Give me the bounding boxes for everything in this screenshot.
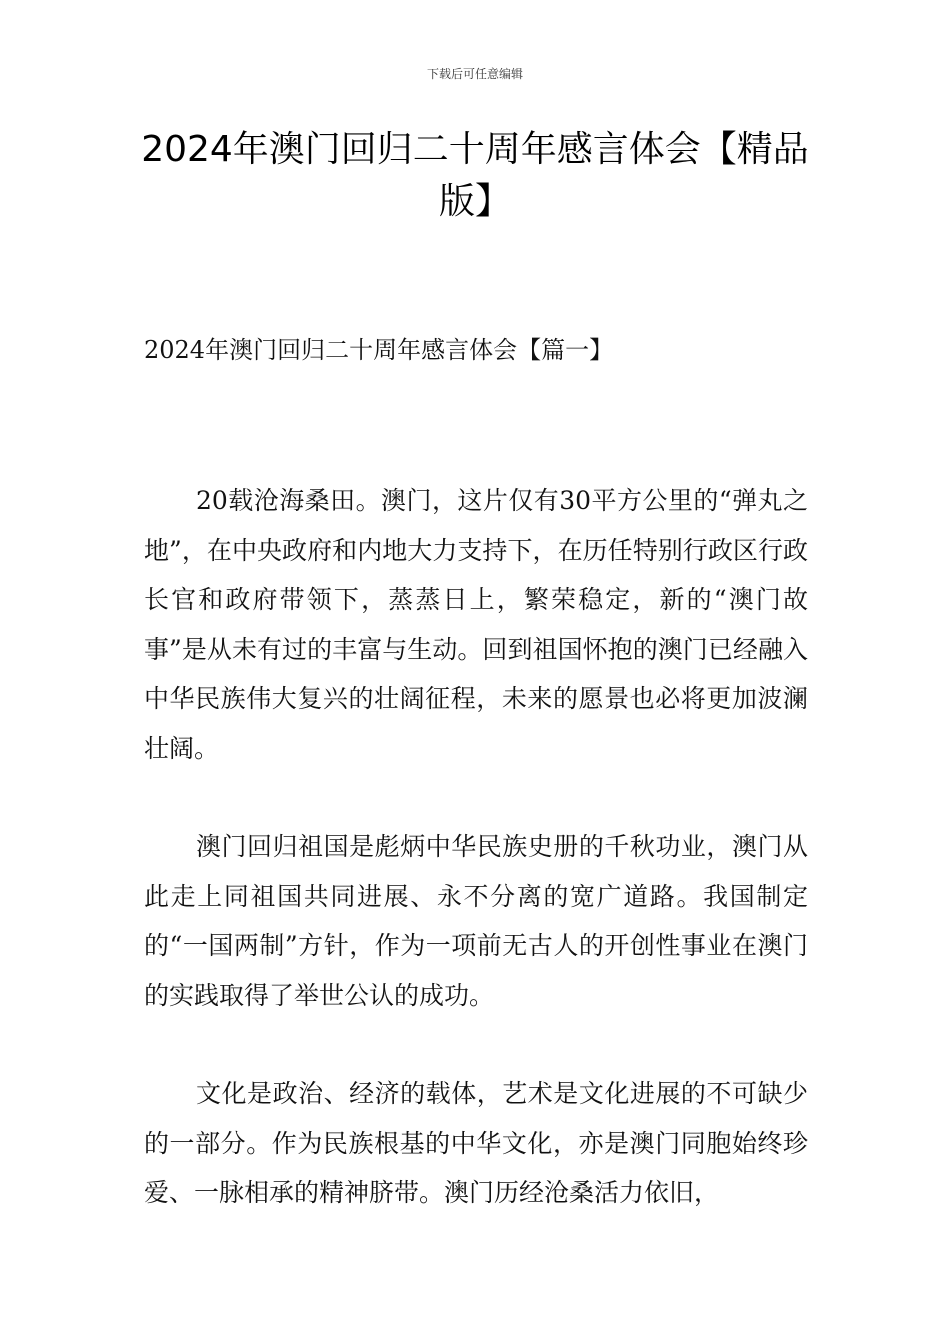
section-heading: 2024年澳门回归二十周年感言体会【篇一】 [144,336,614,364]
paragraph-1: 20载沧海桑田。澳门，这片仅有30平方公里的“弹丸之地”，在中央政府和内地大力支持下，在历任特别行政区行政长官和政府带领下，蒸蒸日上，繁荣稳定，新的“澳门故事”是从未有过的丰富与生动。回到祖国怀抱的澳门已经融入中华民族伟大复兴的壮阔征程，未来的愿景也必将更加波澜壮阔。 [144,486,808,763]
paragraph-3: 文化是政治、经济的载体，艺术是文化进展的不可缺少的一部分。作为民族根基的中华文化，亦是澳门同胞始终珍爱、一脉相承的精神脐带。澳门历经沧桑活力依旧， [144,1079,808,1207]
header-note: 下载后可任意编辑 [426,67,523,81]
document-title: 2024年澳门回归二十周年感言体会【精品版】 [141,129,809,222]
paragraph-2: 澳门回归祖国是彪炳中华民族史册的千秋功业，澳门从此走上同祖国共同进展、永不分离的宽广道路。我国制定的“一国两制”方针，作为一项前无古人的开创性事业在澳门的实践取得了举世公认的成功。 [144,832,808,1010]
